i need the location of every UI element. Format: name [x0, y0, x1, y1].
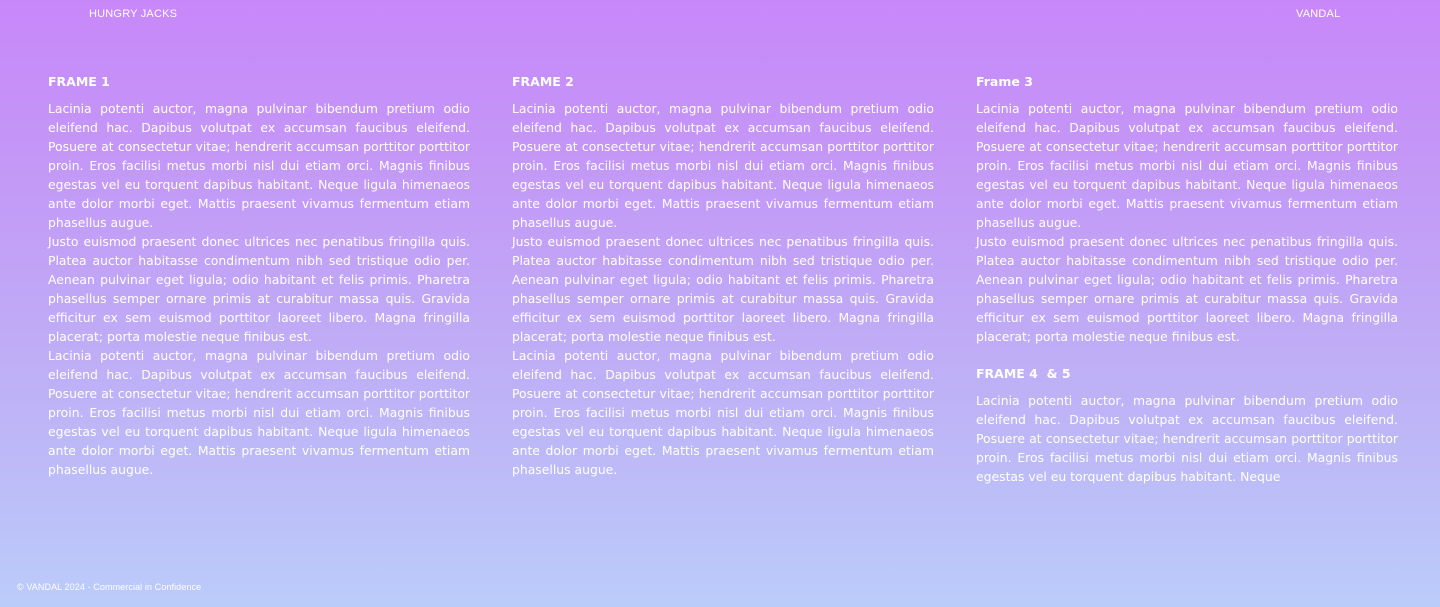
frame-2-column [512, 73, 934, 479]
frame-1-paragraph-3: Lacinia potenti auctor, magna pulvinar bibendum pretium odio eleifend hac. Dapibus volutpat ex accumsan faucibus eleifend. Posuere at consectetur vitae; hendrerit accumsan porttitor porttitor proin. Eros facilisi metus morbi nisl dui etiam orci. Magnis finibus egestas vel eu torquent dapibus habitant. Neque ligula himenaeos ante dolor morbi eget. Mattis praesent vivamus fermentum etiam phasellus augue. [48, 348, 470, 477]
client-name: HUNGRY JACKS [89, 8, 178, 20]
frame-4-5-title: FRAME 4 & 5 [976, 366, 1071, 381]
frame-3-column [976, 73, 1398, 486]
frame-1-title: FRAME 1 [48, 74, 110, 89]
frame-4-5-paragraph: Lacinia potenti auctor, magna pulvinar bibendum pretium odio eleifend hac. Dapibus volutpat ex accumsan faucibus eleifend. Posuere at consectetur vitae; hendrerit accumsan porttitor porttitor proin. Eros facilisi metus morbi nisl dui etiam orci. Magnis finibus egestas vel eu torquent dapibus habitant. Neque [976, 393, 1398, 484]
frame-2-paragraph-1: Lacinia potenti auctor, magna pulvinar bibendum pretium odio eleifend hac. Dapibus volutpat ex accumsan faucibus eleifend. Posuere at consectetur vitae; hendrerit accumsan porttitor porttitor proin. Eros facilisi metus morbi nisl dui etiam orci. Magnis finibus egestas vel eu torquent dapibus habitant. Neque ligula himenaeos ante dolor morbi eget. Mattis praesent vivamus fermentum etiam phasellus augue. [512, 101, 934, 230]
frame-1-column [48, 73, 470, 479]
section-spacer [976, 346, 1398, 365]
agency-name: VANDAL [1296, 8, 1341, 20]
frame-1-paragraph-1: Lacinia potenti auctor, magna pulvinar bibendum pretium odio eleifend hac. Dapibus volutpat ex accumsan faucibus eleifend. Posuere at consectetur vitae; hendrerit accumsan porttitor porttitor proin. Eros facilisi metus morbi nisl dui etiam orci. Magnis finibus egestas vel eu torquent dapibus habitant. Neque ligula himenaeos ante dolor morbi eget. Mattis praesent vivamus fermentum etiam phasellus augue. [48, 101, 470, 230]
frame-3-paragraph-2: Justo euismod praesent donec ultrices nec penatibus fringilla quis. Platea auctor habitasse condimentum nibh sed tristique odio per. Aenean pulvinar eget ligula; odio habitant et felis primis. Pharetra phasellus semper ornare primis at curabitur massa quis. Gravida efficitur ex sem euismod porttitor laoreet libero. Magna fringilla placerat; porta molestie neque finibus est. [976, 234, 1398, 344]
footer-copyright: © VANDAL 2024 - Commercial in Confidence [17, 582, 202, 592]
frame-3-title: Frame 3 [976, 74, 1033, 89]
frame-2-paragraph-2: Justo euismod praesent donec ultrices nec penatibus fringilla quis. Platea auctor habitasse condimentum nibh sed tristique odio per. Aenean pulvinar eget ligula; odio habitant et felis primis. Pharetra phasellus semper ornare primis at curabitur massa quis. Gravida efficitur ex sem euismod porttitor laoreet libero. Magna fringilla placerat; porta molestie neque finibus est. [512, 234, 934, 344]
frame-1-paragraph-2: Justo euismod praesent donec ultrices nec penatibus fringilla quis. Platea auctor habitasse condimentum nibh sed tristique odio per. Aenean pulvinar eget ligula; odio habitant et felis primis. Pharetra phasellus semper ornare primis at curabitur massa quis. Gravida efficitur ex sem euismod porttitor laoreet libero. Magna fringilla placerat; porta molestie neque finibus est. [48, 234, 470, 344]
frame-3-paragraph-1: Lacinia potenti auctor, magna pulvinar bibendum pretium odio eleifend hac. Dapibus volutpat ex accumsan faucibus eleifend. Posuere at consectetur vitae; hendrerit accumsan porttitor porttitor proin. Eros facilisi metus morbi nisl dui etiam orci. Magnis finibus egestas vel eu torquent dapibus habitant. Neque ligula himenaeos ante dolor morbi eget. Mattis praesent vivamus fermentum etiam phasellus augue. [976, 101, 1398, 230]
frame-2-title: FRAME 2 [512, 74, 574, 89]
frame-2-paragraph-3: Lacinia potenti auctor, magna pulvinar bibendum pretium odio eleifend hac. Dapibus volutpat ex accumsan faucibus eleifend. Posuere at consectetur vitae; hendrerit accumsan porttitor porttitor proin. Eros facilisi metus morbi nisl dui etiam orci. Magnis finibus egestas vel eu torquent dapibus habitant. Neque ligula himenaeos ante dolor morbi eget. Mattis praesent vivamus fermentum etiam phasellus augue. [512, 348, 934, 477]
frame-4-5-text-window [976, 391, 1398, 486]
